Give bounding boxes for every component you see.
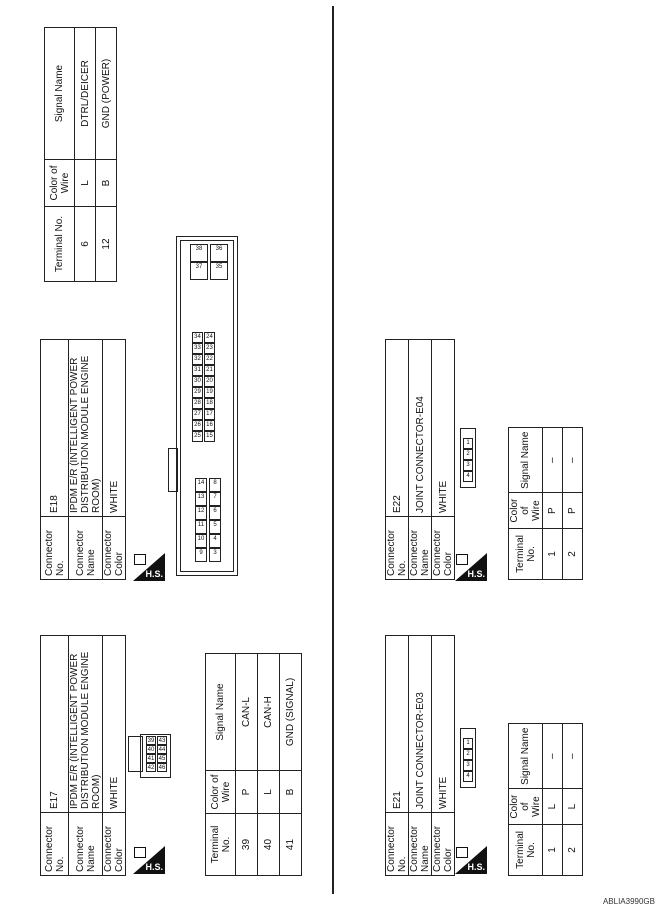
e18-connector-no: E18 bbox=[41, 340, 69, 517]
pin-cell: 3 bbox=[463, 460, 473, 471]
connector-icon bbox=[456, 847, 468, 858]
connector-color-label: Connector Color bbox=[432, 813, 455, 876]
pin-cell: 3 bbox=[463, 760, 473, 771]
signal-name-header: Signal Name bbox=[509, 428, 543, 493]
connector-no-label: Connector No. bbox=[386, 517, 409, 580]
pin-cell: 15 bbox=[204, 431, 215, 442]
e22-connector-name: JOINT CONNECTOR-E04 bbox=[409, 340, 432, 517]
e22-hs-badge bbox=[455, 553, 487, 581]
connector-color-label: Connector Color bbox=[103, 813, 126, 876]
color-of-wire-header: Color of Wire bbox=[206, 771, 236, 814]
pin-cell: 6 bbox=[209, 506, 221, 520]
pin-cell: 21 bbox=[204, 365, 215, 376]
pin-cell: 4 bbox=[463, 471, 473, 482]
e22-connector-color: WHITE bbox=[432, 340, 455, 517]
e18-connector-name: IPDM E/R (INTELLIGENT POWER DISTRIBUTION MODULE ENGINE ROOM) bbox=[69, 340, 103, 517]
e17-info-table bbox=[40, 635, 126, 876]
pin-cell: 14 bbox=[195, 478, 207, 492]
connector-icon bbox=[134, 554, 146, 565]
connector-name-label: Connector Name bbox=[69, 517, 103, 580]
pin-cell: 25 bbox=[192, 431, 203, 442]
figure-code: ABLIA3990GB bbox=[602, 897, 655, 906]
table-row: 41 B GND (SIGNAL) bbox=[280, 654, 302, 876]
pin-cell: 28 bbox=[192, 398, 203, 409]
connector-name-label: Connector Name bbox=[69, 813, 103, 876]
connector-no-label: Connector No. bbox=[386, 813, 409, 876]
pin-cell: 11 bbox=[195, 520, 207, 534]
hs-label: H.S. bbox=[467, 569, 485, 579]
terminal-no-header: Terminal No. bbox=[206, 814, 236, 876]
pin-cell: 12 bbox=[195, 506, 207, 520]
color-of-wire-header: Color of Wire bbox=[509, 493, 543, 528]
pin-cell: 30 bbox=[192, 376, 203, 387]
pin-cell: 34 bbox=[192, 332, 203, 343]
pin-cell: 40 bbox=[147, 747, 155, 753]
table-row: 39 P CAN-L bbox=[236, 654, 258, 876]
signal-name-header: Signal Name bbox=[45, 28, 75, 160]
e18-signal-table bbox=[44, 27, 117, 282]
connector-no-label: Connector No. bbox=[41, 517, 69, 580]
pin-cell: 26 bbox=[192, 420, 203, 431]
pin-cell: 18 bbox=[204, 398, 215, 409]
pin-cell: 41 bbox=[147, 756, 155, 762]
e21-hs-badge bbox=[455, 846, 487, 874]
connector-icon bbox=[456, 554, 468, 565]
connector-color-label: Connector Color bbox=[103, 517, 126, 580]
table-row: 6 L DTRL/DEICER bbox=[75, 28, 96, 282]
pin-cell: 44 bbox=[158, 747, 166, 753]
pin-cell: 1 bbox=[463, 738, 473, 749]
connector-color-label: Connector Color bbox=[432, 517, 455, 580]
pin-cell: 24 bbox=[204, 332, 215, 343]
pin-cell: 1 bbox=[463, 438, 473, 449]
pin-cell: 39 bbox=[147, 738, 155, 744]
pin-cell: 7 bbox=[209, 492, 221, 506]
signal-name-header: Signal Name bbox=[509, 724, 543, 789]
pin-cell: 32 bbox=[192, 354, 203, 365]
e17-connector-no: E17 bbox=[41, 636, 69, 813]
connector-name-label: Connector Name bbox=[409, 517, 432, 580]
pin-cell: 22 bbox=[204, 354, 215, 365]
e22-info-table bbox=[385, 339, 455, 580]
table-row: 12 B GND (POWER) bbox=[96, 28, 117, 282]
table-row: 40 L CAN-H bbox=[258, 654, 280, 876]
pin-cell: 46 bbox=[158, 765, 166, 771]
table-row: 1 P – bbox=[543, 428, 563, 580]
e17-connector-color: WHITE bbox=[103, 636, 126, 813]
connector-name-label: Connector Name bbox=[409, 813, 432, 876]
e18-latch bbox=[168, 448, 178, 492]
pin-cell: 20 bbox=[204, 376, 215, 387]
e17-signal-table bbox=[205, 653, 302, 876]
table-row: 1 L – bbox=[543, 724, 563, 876]
terminal-no-header: Terminal No. bbox=[509, 528, 543, 579]
e17-connector-name: IPDM E/R (INTELLIGENT POWER DISTRIBUTION MODULE ENGINE ROOM) bbox=[69, 636, 103, 813]
pin-cell: 38 bbox=[190, 244, 208, 262]
pin-cell: 4 bbox=[463, 771, 473, 782]
color-of-wire-header: Color of Wire bbox=[45, 160, 75, 207]
pin-cell: 17 bbox=[204, 409, 215, 420]
hs-label: H.S. bbox=[145, 569, 163, 579]
pin-cell: 23 bbox=[204, 343, 215, 354]
e18-info-table bbox=[40, 339, 126, 580]
connector-no-label: Connector No. bbox=[41, 813, 69, 876]
pin-cell: 9 bbox=[195, 548, 207, 562]
pin-cell: 35 bbox=[210, 262, 228, 280]
e18-connector-color: WHITE bbox=[103, 340, 126, 517]
pin-cell: 42 bbox=[147, 765, 155, 771]
e17-hs-badge bbox=[133, 846, 165, 874]
pin-cell: 16 bbox=[204, 420, 215, 431]
center-divider bbox=[332, 6, 334, 894]
pin-cell: 29 bbox=[192, 387, 203, 398]
e21-connector-name: JOINT CONNECTOR-E03 bbox=[409, 636, 432, 813]
e22-connector-no: E22 bbox=[386, 340, 409, 517]
hs-label: H.S. bbox=[145, 862, 163, 872]
e21-info-table bbox=[385, 635, 455, 876]
pin-cell: 10 bbox=[195, 534, 207, 548]
pin-cell: 2 bbox=[463, 749, 473, 760]
pin-cell: 5 bbox=[209, 520, 221, 534]
color-of-wire-header: Color of Wire bbox=[509, 789, 543, 824]
pin-cell: 33 bbox=[192, 343, 203, 354]
pin-cell: 36 bbox=[210, 244, 228, 262]
terminal-no-header: Terminal No. bbox=[509, 824, 543, 875]
e21-connector-color: WHITE bbox=[432, 636, 455, 813]
e18-hs-badge bbox=[133, 553, 165, 581]
connector-icon bbox=[134, 847, 146, 858]
hs-label: H.S. bbox=[467, 862, 485, 872]
pin-cell: 2 bbox=[463, 449, 473, 460]
pin-cell: 19 bbox=[204, 387, 215, 398]
pin-cell: 13 bbox=[195, 492, 207, 506]
e21-signal-table bbox=[508, 723, 583, 876]
pin-cell: 31 bbox=[192, 365, 203, 376]
pin-cell: 27 bbox=[192, 409, 203, 420]
pin-cell: 8 bbox=[209, 478, 221, 492]
table-row: 2 L – bbox=[563, 724, 583, 876]
pin-cell: 3 bbox=[209, 548, 221, 562]
pin-cell: 37 bbox=[190, 262, 208, 280]
signal-name-header: Signal Name bbox=[206, 654, 236, 771]
e22-signal-table bbox=[508, 427, 583, 580]
pin-cell: 45 bbox=[158, 756, 166, 762]
terminal-no-header: Terminal No. bbox=[45, 207, 75, 282]
table-row: 2 P – bbox=[563, 428, 583, 580]
pin-cell: 43 bbox=[158, 738, 166, 744]
pin-cell: 4 bbox=[209, 534, 221, 548]
e21-connector-no: E21 bbox=[386, 636, 409, 813]
